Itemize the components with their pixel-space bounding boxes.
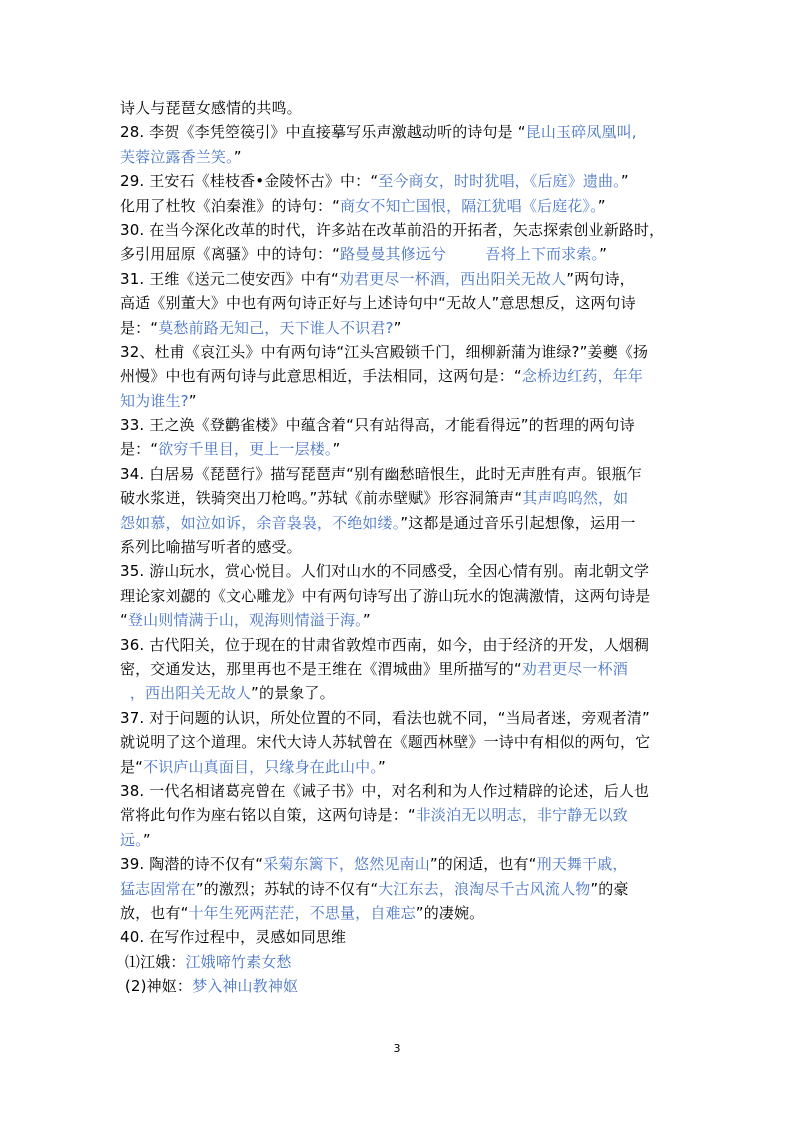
question-text: (2)神妪： (120, 977, 193, 996)
question-text: ” (362, 611, 371, 630)
answer-text: 远。 (120, 830, 143, 849)
answer-text: 十年生死两茫茫，不思量，自难忘 (188, 903, 416, 922)
text-line (120, 194, 678, 218)
text-line (120, 706, 678, 730)
question-text: 35. 游山玩水，赏心悦目。人们对山水的不同感受，全因心情有别。南北朝文学 (120, 562, 650, 581)
answer-text: 知为谁生? (120, 391, 189, 410)
question-text: 是“ (120, 757, 144, 776)
question-text: 常将此句作为座右铭以自策，这两句诗是：“ (120, 806, 416, 825)
text-line (120, 852, 678, 876)
text-line (120, 486, 678, 510)
question-text: ”的闲适，也有“ (429, 855, 537, 874)
answer-text: 商女不知亡国恨，隔江犹唱《后庭花》。 (340, 196, 598, 215)
answer-text: 路曼曼其修远兮 吾将上下而求索。 (340, 245, 600, 264)
answer-text: 念桥边红药，年年 (521, 367, 644, 386)
question-text: ” (233, 147, 242, 166)
text-line (120, 559, 678, 583)
question-text: 34. 白居易《琵琶行》描写琵琶声“别有幽愁暗恨生，此时无声胜有声。银瓶乍 (120, 464, 642, 483)
question-text: 密，交通发达，那里再也不是王维在《渭城曲》里所描写的“ (120, 659, 522, 678)
question-text: 诗人与琵琶女感情的共鸣。 (120, 99, 302, 117)
answer-text: ，西出阳关无故人 (120, 684, 252, 703)
answer-text: 至今商女，时时犹唱，《后庭》遗曲。 (378, 172, 621, 191)
text-line (120, 242, 678, 266)
answer-text: 不识庐山真面目，只缘身在此山中。 (143, 757, 378, 776)
text-line (120, 608, 678, 632)
question-text: ”的景象了。 (251, 684, 335, 703)
text-line (120, 340, 678, 364)
document-body (120, 96, 678, 998)
text-line (120, 511, 678, 535)
text-line (120, 413, 678, 437)
question-text: 是：“ (120, 318, 159, 337)
text-line (120, 462, 678, 486)
answer-text: 登山则情满于山，观海则情溢于海。 (127, 611, 363, 630)
question-text: 30. 在当今深化改革的时代，许多站在改革前沿的开拓者，矢志探索创业新路时， (120, 220, 665, 239)
answer-text: 梦入神山教神妪 (192, 977, 299, 996)
text-line (120, 535, 678, 559)
answer-text: 昆山玉碎凤凰叫, (525, 123, 637, 142)
answer-text: 劝君更尽一杯酒，西出阳关无故人 (338, 269, 567, 288)
text-line (120, 657, 678, 681)
question-text: 32、杜甫《哀江头》中有两句诗“江头宫殿锁千门，细柳新蒲为谁绿?”姜夔《扬 (120, 342, 649, 361)
text-line (120, 925, 678, 949)
answer-text: 刑天舞干戚， (536, 855, 628, 874)
question-text: 37. 对于问题的认识，所处位置的不同，看法也就不同，“当局者迷，旁观者清” (120, 708, 650, 727)
question-text: 破水浆迸，铁骑突出刀枪鸣。”苏轼《前赤壁赋》形容洞箫声“ (120, 489, 523, 508)
text-line (120, 901, 678, 925)
answer-text: 江娥啼竹素女愁 (185, 952, 292, 971)
question-text: ” (597, 196, 606, 215)
question-text: 理论家刘勰的《文心雕龙》中有两句诗写出了游山玩水的饱满激情，这两句诗是 (120, 586, 651, 605)
question-text: 放，也有“ (120, 903, 189, 922)
question-text: ” (393, 318, 402, 337)
question-text: 40. 在写作过程中，灵感如同思维 (120, 928, 347, 947)
answer-text: 怨如慕，如泣如诉，余音袅袅，不绝如缕。 (120, 513, 401, 532)
text-line (120, 96, 678, 120)
text-line (120, 755, 678, 779)
answer-text: 其声呜呜然，如 (522, 489, 629, 508)
answer-text: 非淡泊无以明志，非宁静无以致 (415, 806, 628, 825)
question-text: ”两句诗， (566, 269, 635, 288)
text-line (120, 828, 678, 852)
answer-text: 猛志固常在 (120, 879, 196, 898)
question-text: ”这都是通过音乐引起想像，运用一 (400, 513, 636, 532)
text-line (120, 584, 678, 608)
question-text: 系列比喻描写听者的感受。 (120, 538, 302, 557)
page-number: 3 (393, 1042, 401, 1055)
question-text: 就说明了这个道理。宋代大诗人苏轼曾在《题西林壁》一诗中有相似的两句，它 (120, 733, 651, 752)
question-text: 39. 陶潜的诗不仅有“ (120, 855, 264, 874)
text-line (120, 950, 678, 974)
question-text: ⑴江娥： (120, 952, 186, 971)
answer-text: 劝君更尽一杯酒 (521, 659, 628, 678)
text-line (120, 730, 678, 754)
question-text: ” (142, 830, 151, 849)
text-line (120, 877, 678, 901)
question-text: 36. 古代阳关，位于现在的甘肃省敦煌市西南，如今，由于经济的开发，人烟稠 (120, 635, 650, 654)
question-text: 29. 王安石《桂枝香•金陵怀古》中：“ (120, 172, 379, 191)
question-text: ” (377, 757, 386, 776)
text-line (120, 364, 678, 388)
question-text: 高适《别董大》中也有两句诗正好与上述诗句中“无故人”意思想反，这两句诗 (120, 294, 636, 313)
text-line (120, 974, 678, 998)
question-text: ”的豪 (590, 879, 629, 898)
answer-text: 芙蓉泣露香兰笑。 (120, 147, 234, 166)
text-line (120, 779, 678, 803)
question-text: ” (188, 391, 197, 410)
question-text: ” (332, 440, 341, 459)
answer-text: 欲穷千里目，更上一层楼。 (158, 440, 333, 459)
question-text: “ (120, 611, 128, 630)
text-line (120, 169, 678, 193)
question-text: 是：“ (120, 440, 159, 459)
question-text: ”的激烈；苏轼的诗不仅有“ (195, 879, 379, 898)
text-line (120, 803, 678, 827)
question-text: ” (620, 172, 629, 191)
question-text: 31. 王维《送元二使安西》中有“ (120, 269, 339, 288)
question-text: 28. 李贺《李凭箜篌引》中直接摹写乐声激越动听的诗句是 “ (120, 123, 526, 142)
answer-text: 大江东去，浪淘尽千古风流人物 (378, 879, 591, 898)
text-line (120, 218, 678, 242)
question-text: 33. 王之涣《登鹳雀楼》中蕴含着“只有站得高，才能看得远”的哲理的两句诗 (120, 416, 635, 435)
text-line (120, 389, 678, 413)
answer-text: 采菊东篱下，悠然见南山 (263, 855, 430, 874)
question-text: ”的凄婉。 (415, 903, 485, 922)
question-text: ” (599, 245, 608, 264)
question-text: 38. 一代名相诸葛亮曾在《诫子书》中，对名利和为人作过精辟的论述，后人也 (120, 781, 650, 800)
text-line (120, 145, 678, 169)
text-line (120, 120, 678, 144)
question-text: 多引用屈原《离骚》中的诗句：“ (120, 245, 341, 264)
question-text: 化用了杜牧《泊秦淮》的诗句：“ (120, 196, 341, 215)
text-line (120, 267, 678, 291)
text-line (120, 681, 678, 705)
question-text: 州慢》中也有两句诗与此意思相近，手法相同，这两句是：“ (120, 367, 522, 386)
text-line (120, 437, 678, 461)
text-line (120, 316, 678, 340)
answer-text: 莫愁前路无知己，天下谁人不识君? (158, 318, 394, 337)
text-line (120, 633, 678, 657)
text-line (120, 291, 678, 315)
